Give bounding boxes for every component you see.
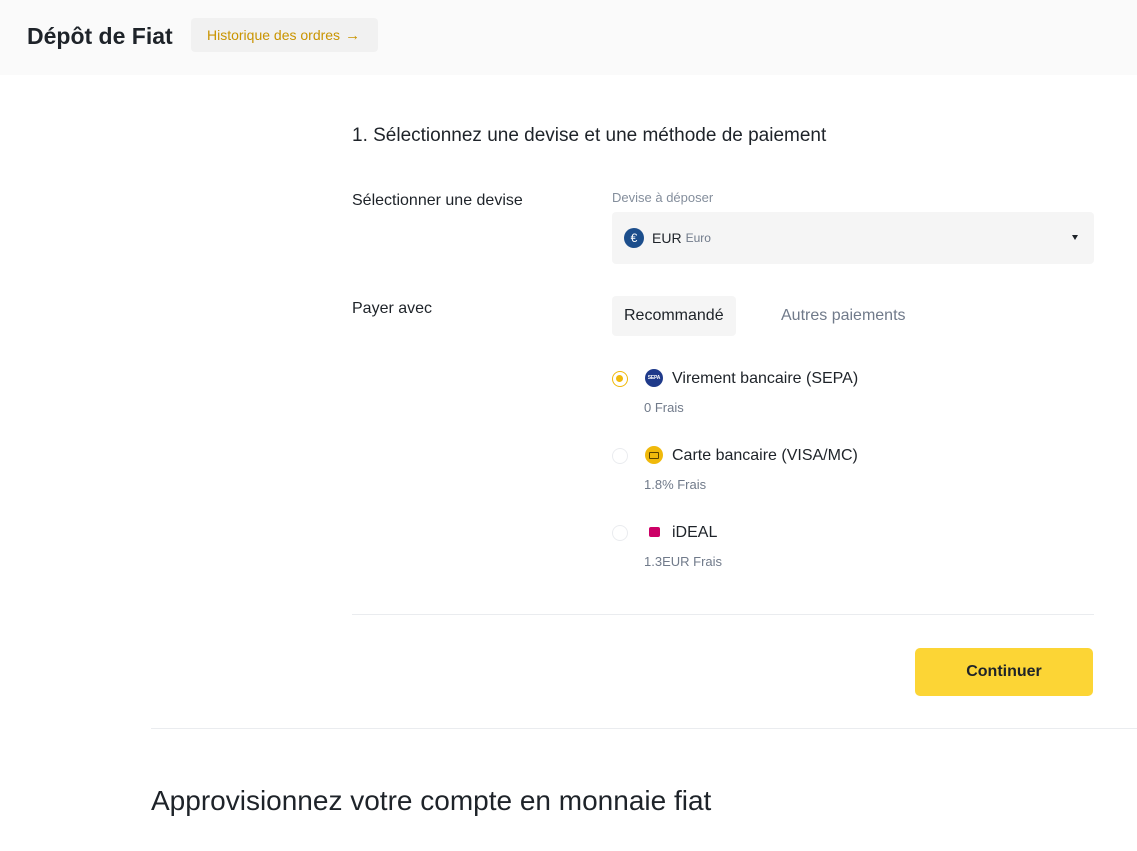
arrow-right-icon: → [345, 26, 361, 44]
page-title: Dépôt de Fiat [27, 23, 173, 49]
currency-select[interactable] [612, 212, 1094, 264]
payment-method-card[interactable] [612, 442, 1094, 500]
payment-method-name: Carte bancaire (VISA/MC) [672, 447, 858, 464]
order-history-label: Historique des ordres [207, 27, 341, 43]
form-divider [352, 614, 1094, 615]
top-bar [0, 0, 1137, 75]
payment-method-fee: 1.8% Frais [644, 477, 707, 492]
currency-name: Euro [685, 231, 711, 245]
payment-method-fee: 1.3EUR Frais [644, 554, 723, 569]
order-history-link[interactable] [191, 18, 378, 52]
payment-method-name: Virement bancaire (SEPA) [672, 370, 859, 387]
currency-label: Sélectionner une devise [352, 192, 523, 209]
section-title: 1. Sélectionnez une devise et une méthode de paiement [352, 125, 827, 146]
section-divider [151, 728, 1137, 729]
fund-account-title: Approvisionnez votre compte en monnaie fiat [151, 785, 712, 816]
payment-method-sepa[interactable] [612, 365, 1094, 423]
tab-other-payments[interactable]: Autres paiements [781, 307, 906, 324]
pay-with-label: Payer avec [352, 300, 433, 317]
payment-method-fee: 0 Frais [644, 400, 684, 415]
ideal-icon [645, 523, 663, 541]
credit-card-icon [645, 446, 663, 464]
sepa-icon: SEPA [645, 369, 663, 387]
radio-button[interactable] [612, 525, 628, 541]
tab-recommended[interactable]: Recommandé [612, 296, 736, 336]
currency-code: EUR [652, 230, 682, 246]
euro-icon: € [624, 228, 644, 248]
payment-method-name: iDEAL [672, 524, 718, 541]
payment-method-ideal[interactable] [612, 519, 1094, 577]
continue-button[interactable]: Continuer [915, 648, 1093, 696]
currency-caption: Devise à déposer [612, 190, 714, 205]
radio-button-checked[interactable] [612, 371, 628, 387]
caret-down-icon [1072, 235, 1078, 240]
radio-button[interactable] [612, 448, 628, 464]
